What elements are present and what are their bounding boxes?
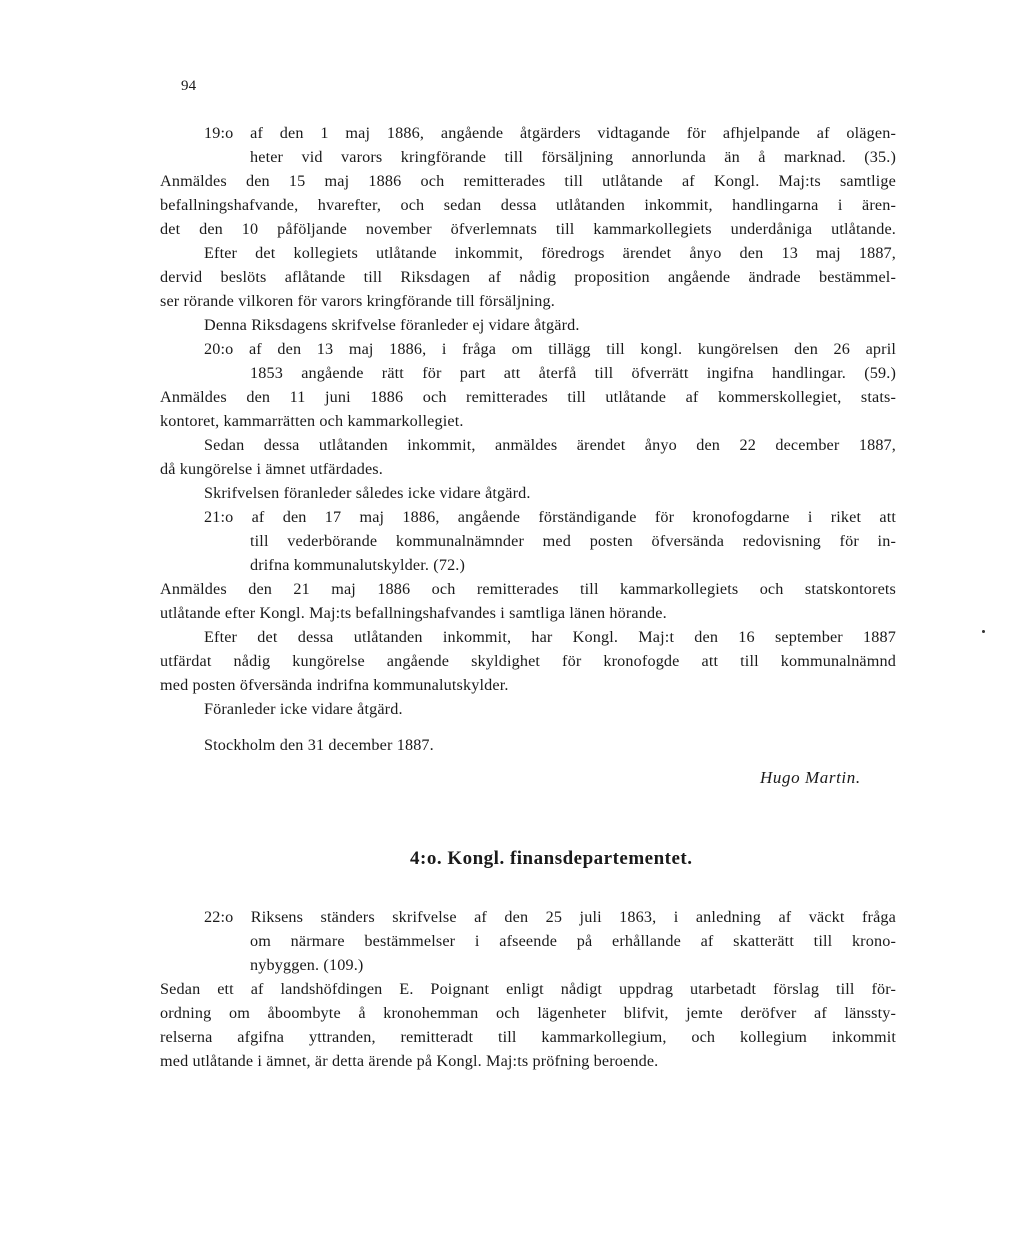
paragraph-line: Skrifvelsen föranleder således icke vidare åtgärd. bbox=[204, 484, 531, 502]
paragraph-line: 1853 angående rätt för part att återfå till öfverrätt ingifna handlingar. (59.) bbox=[250, 364, 896, 382]
paragraph-line: dervid beslöts aflåtande till Riksdagen af nådig proposition angående ändrade bestämmel- bbox=[160, 268, 896, 286]
paragraph-line: Denna Riksdagens skrifvelse föranleder ej vidare åtgärd. bbox=[204, 316, 580, 334]
paragraph-line: Anmäldes den 15 maj 1886 och remitterades till utlåtande af Kongl. Maj:ts samtlige bbox=[160, 172, 896, 190]
paragraph-line: befallningshafvande, hvarefter, och sedan dessa utlåtanden inkommit, handlingarna i ären- bbox=[160, 196, 896, 214]
paragraph-line: drifna kommunalutskylder. (72.) bbox=[250, 556, 466, 574]
paragraph-line: om närmare bestämmelser i afseende på erhållande af skatterätt till krono- bbox=[250, 932, 896, 950]
paragraph-line: till vederbörande kommunalnämnder med posten öfversända redovisning för in- bbox=[250, 532, 896, 550]
paragraph-line: med utlåtande i ämnet, är detta ärende på Kongl. Maj:ts pröfning beroende. bbox=[160, 1052, 659, 1070]
paragraph-line: utfärdat nådig kungörelse angående skyldighet för kronofogde att till kommunalnämnd bbox=[160, 652, 896, 670]
paragraph-line: 22:o Riksens ständers skrifvelse af den 25 juli 1863, i anledning af väckt fråga bbox=[204, 908, 896, 926]
paragraph-line: 21:o af den 17 maj 1886, angående förständigande för kronofogdarne i riket att bbox=[204, 508, 896, 526]
stray-mark bbox=[982, 630, 985, 633]
paragraph-line: Föranleder icke vidare åtgärd. bbox=[204, 700, 403, 718]
paragraph-line: med posten öfversända indrifna kommunalutskylder. bbox=[160, 676, 509, 694]
paragraph-line: ordning om åboombyte å kronohemman och lägenheter blifvit, jemte deröfver af länssty- bbox=[160, 1004, 896, 1022]
paragraph-line: 20:o af den 13 maj 1886, i fråga om tillägg till kongl. kungörelsen den 26 april bbox=[204, 340, 896, 358]
paragraph-line: Efter det kollegiets utlåtande inkommit, föredrogs ärendet ånyo den 13 maj 1887, bbox=[204, 244, 896, 262]
paragraph-line: då kungörelse i ämnet utfärdades. bbox=[160, 460, 383, 478]
paragraph-line: nybyggen. (109.) bbox=[250, 956, 364, 974]
signature: Hugo Martin. bbox=[760, 768, 861, 787]
paragraph-line: utlåtande efter Kongl. Maj:ts befallningshafvandes i samtliga länen hörande. bbox=[160, 604, 667, 622]
paragraph-line: ser rörande vilkoren för varors kringförande till försäljning. bbox=[160, 292, 555, 310]
paragraph-line: 19:o af den 1 maj 1886, angående åtgärders vidtagande för afhjelpande af olägen- bbox=[204, 124, 896, 142]
paragraph-line: heter vid varors kringförande till försäljning annorlunda än å marknad. (35.) bbox=[250, 148, 896, 166]
paragraph-line: det den 10 påföljande november öfverlemnats till kammarkollegiets underdåniga utlåtande. bbox=[160, 220, 896, 238]
paragraph-line: kontoret, kammarrätten och kammarkollegiet. bbox=[160, 412, 464, 430]
paragraph-line: Anmäldes den 21 maj 1886 och remitterades till kammarkollegiets och statskontorets bbox=[160, 580, 896, 598]
paragraph-line: Anmäldes den 11 juni 1886 och remitterades till utlåtande af kommerskollegiet, stats- bbox=[160, 388, 896, 406]
paragraph-line: relserna afgifna yttranden, remitteradt till kammarkollegium, och kollegium inkommit bbox=[160, 1028, 896, 1046]
paragraph-line: Sedan ett af landshöfdingen E. Poignant enligt nådigt uppdrag utarbetadt förslag till för- bbox=[160, 980, 896, 998]
paragraph-line: Sedan dessa utlåtanden inkommit, anmäldes ärendet ånyo den 22 december 1887, bbox=[204, 436, 896, 454]
date-line: Stockholm den 31 december 1887. bbox=[204, 736, 434, 754]
page-number: 94 bbox=[181, 78, 197, 94]
section-heading: 4:o. Kongl. finansdepartementet. bbox=[410, 848, 693, 869]
paragraph-line: Efter det dessa utlåtanden inkommit, har Kongl. Maj:t den 16 september 1887 bbox=[204, 628, 896, 646]
